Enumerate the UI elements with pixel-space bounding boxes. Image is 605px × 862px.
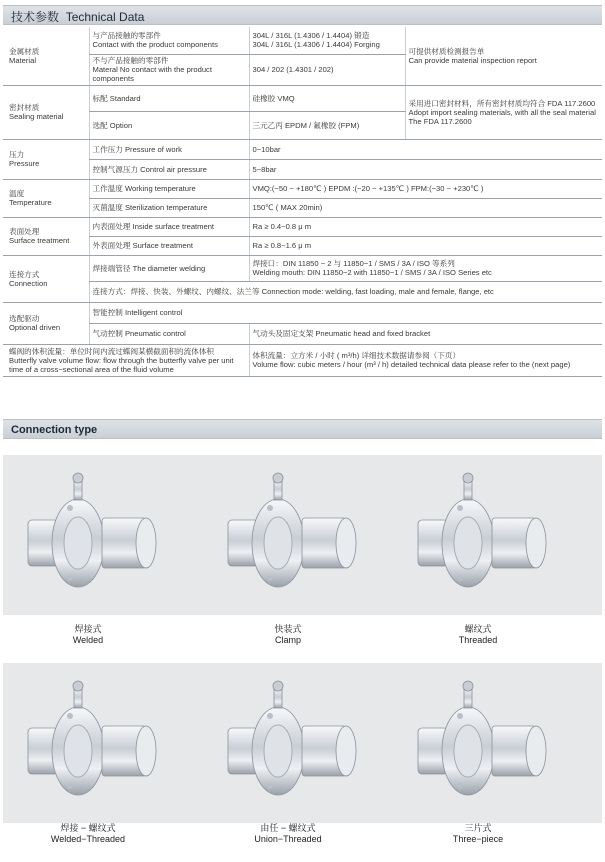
welded-threaded-valve-image bbox=[18, 666, 158, 826]
welded-valve-image bbox=[18, 458, 158, 618]
header-en: Technical Data bbox=[65, 10, 145, 24]
cell-text: 采用进口密封材料，所有密封材质均符合 FDA 117.2600 bbox=[408, 98, 596, 108]
cell-text: 5~8bar bbox=[252, 164, 277, 174]
cell-text: 控制气源压力 Control air pressure bbox=[92, 164, 207, 174]
row-label-en: Connection bbox=[9, 278, 48, 288]
row-label-en: Surface treatment bbox=[9, 236, 70, 245]
cell-text: 304 / 202 (1.4301 / 202) bbox=[252, 65, 334, 74]
cell-text: 气动控制 Pneumatic control bbox=[92, 329, 186, 338]
cell-text: 不与产品接触的零部件 bbox=[92, 56, 169, 65]
connection-item-union-threaded bbox=[208, 666, 368, 845]
connection-label-cn: 螺纹式 bbox=[464, 624, 492, 634]
table-row bbox=[3, 217, 602, 236]
cell-text: Can provide material inspection report bbox=[408, 55, 537, 65]
union-threaded-valve-image bbox=[218, 666, 358, 826]
row-label-en: Pressure bbox=[9, 159, 40, 168]
cell-text: 外表面处理 Surface treatment bbox=[92, 241, 193, 250]
clamp-valve-image bbox=[218, 458, 358, 618]
technical-data-header bbox=[3, 5, 602, 25]
cell-text: 0~10bar bbox=[252, 144, 281, 154]
cell-text: 灭菌温度 Sterilization temperature bbox=[92, 203, 208, 212]
cell-text: 选配 Option bbox=[92, 120, 133, 130]
connection-label-en: Three−piece bbox=[452, 834, 504, 844]
row-label-cn: 表面处理 bbox=[9, 227, 40, 236]
table-row bbox=[3, 179, 602, 198]
connection-type-title: Connection type bbox=[11, 424, 98, 436]
row-label-cn: 密封材质 bbox=[9, 103, 40, 112]
table-row bbox=[3, 85, 602, 111]
connection-label-en: Welded bbox=[72, 635, 104, 645]
cell-text: 可提供材质检测报告单 bbox=[408, 46, 485, 56]
cell-text: 150℃ ( MAX 20min) bbox=[252, 203, 323, 212]
table-row bbox=[3, 302, 602, 323]
connection-label-en: Welded−Threaded bbox=[50, 834, 126, 844]
table-row bbox=[3, 27, 602, 54]
cell-text: 智能控制 Intelligent control bbox=[92, 308, 183, 317]
row-label-cn: 压力 bbox=[9, 150, 25, 159]
connection-item-clamp bbox=[208, 458, 368, 646]
connection-item-three-piece bbox=[398, 666, 558, 845]
connection-label-cn: 三片式 bbox=[464, 823, 492, 833]
connection-label-en: Union−Threaded bbox=[254, 834, 322, 844]
table-row bbox=[3, 159, 602, 179]
connection-label-en: Threaded bbox=[458, 635, 498, 645]
row-label-en: Optional driven bbox=[9, 323, 61, 332]
connection-item-threaded bbox=[398, 458, 558, 646]
cell-text: Materal No contact with the product components bbox=[92, 65, 212, 83]
connection-label-cn: 焊接式 bbox=[74, 624, 102, 634]
cell-text: 体积流量：立方米 / 小时 ( m³/h) 详细技术数据请参阅（下页） bbox=[252, 351, 461, 360]
cell-text: 连接方式：焊接、快装、外螺纹、内螺纹、法兰等 Connection mode: welding, fast loading, male and female, flange, etc bbox=[92, 287, 494, 296]
cell-text: Ra ≥ 0.4~0.8 μ m bbox=[252, 222, 312, 231]
technical-data-table bbox=[3, 27, 602, 377]
row-label-en: Sealing material bbox=[9, 112, 64, 121]
cell-text: 内表面处理 Inside surface treatment bbox=[92, 222, 215, 231]
cell-text: Ra ≥ 0.8~1.6 μ m bbox=[252, 241, 312, 250]
header-cn: 技术参数 bbox=[11, 10, 60, 24]
cell-text: 硅橡胶 VMQ bbox=[252, 93, 295, 103]
cell-text: Contact with the product components bbox=[92, 40, 218, 50]
connection-type-header bbox=[3, 419, 602, 439]
cell-text: 工作压力 Pressure of work bbox=[92, 144, 182, 154]
connection-label-en: Clamp bbox=[274, 635, 301, 645]
three-piece-valve-image bbox=[408, 666, 548, 826]
cell-text: 蝶阀的体积流量：单位时间内流过蝶阀某横截面积的流体体积 bbox=[9, 346, 215, 356]
table-row bbox=[3, 255, 602, 281]
connection-item-welded-threaded bbox=[8, 666, 168, 845]
cell-text: Welding mouth: DIN 11850−2 with 11850−1 / SMS / 3A / ISO Series etc bbox=[252, 268, 492, 277]
connection-label-cn: 快装式 bbox=[274, 624, 302, 634]
connection-label-cn: 焊接 − 螺纹式 bbox=[60, 823, 116, 833]
table-row bbox=[3, 139, 602, 159]
cell-text: 与产品接触的零部件 bbox=[92, 31, 161, 41]
row-label-cn: 连接方式 bbox=[9, 269, 40, 279]
cell-text: 焊接口：DIN 11850 − 2 与 11850−1 / SMS / 3A / ISO 等系列 bbox=[252, 259, 455, 268]
cell-text: Adopt import sealing materials, with all the seal material The FDA 117.2600 bbox=[408, 107, 596, 126]
cell-text: Volume flow: cubic meters / hour (m³ / h) detailed technical data please refer to the (next page) bbox=[252, 360, 571, 369]
table-row bbox=[3, 323, 602, 344]
table-row bbox=[3, 344, 602, 376]
cell-text: VMQ:(−50 ~ +180℃ ) EPDM :(−20 ~ +135℃ ) FPM:(−30 ~ +230℃ ) bbox=[252, 184, 484, 193]
table-row bbox=[3, 281, 602, 302]
cell-text: 标配 Standard bbox=[92, 93, 141, 103]
connection-item-welded bbox=[8, 458, 168, 646]
row-label-cn: 温度 bbox=[9, 189, 25, 198]
row-label-en: Temperature bbox=[9, 198, 52, 207]
cell-text: 304L / 316L (1.4306 / 1.4404) 锻造 bbox=[252, 31, 370, 41]
row-label-cn: 金属材质 bbox=[9, 46, 40, 56]
table-row bbox=[3, 236, 602, 255]
threaded-valve-image bbox=[408, 458, 548, 618]
connection-label-cn: 由任 − 螺纹式 bbox=[260, 823, 316, 833]
cell-text: Butterfly valve volume flow: flow through the butterfly valve per unit time of a cross−sectional area of the fluid volume bbox=[9, 355, 234, 374]
cell-text: 工作温度 Working temperature bbox=[92, 184, 196, 193]
row-label-cn: 选配驱动 bbox=[9, 314, 40, 323]
table-row bbox=[3, 198, 602, 217]
row-label-en: Material bbox=[9, 55, 37, 65]
cell-text: 焊接端管径 The diameter welding bbox=[92, 263, 206, 273]
cell-text: 三元乙丙 EPDM / 氟橡胶 (FPM) bbox=[252, 120, 360, 130]
cell-text: 304L / 316L (1.4306 / 1.4404) Forging bbox=[252, 40, 380, 50]
cell-text: 气动头及固定支架 Pneumatic head and fixed bracket bbox=[252, 329, 431, 338]
